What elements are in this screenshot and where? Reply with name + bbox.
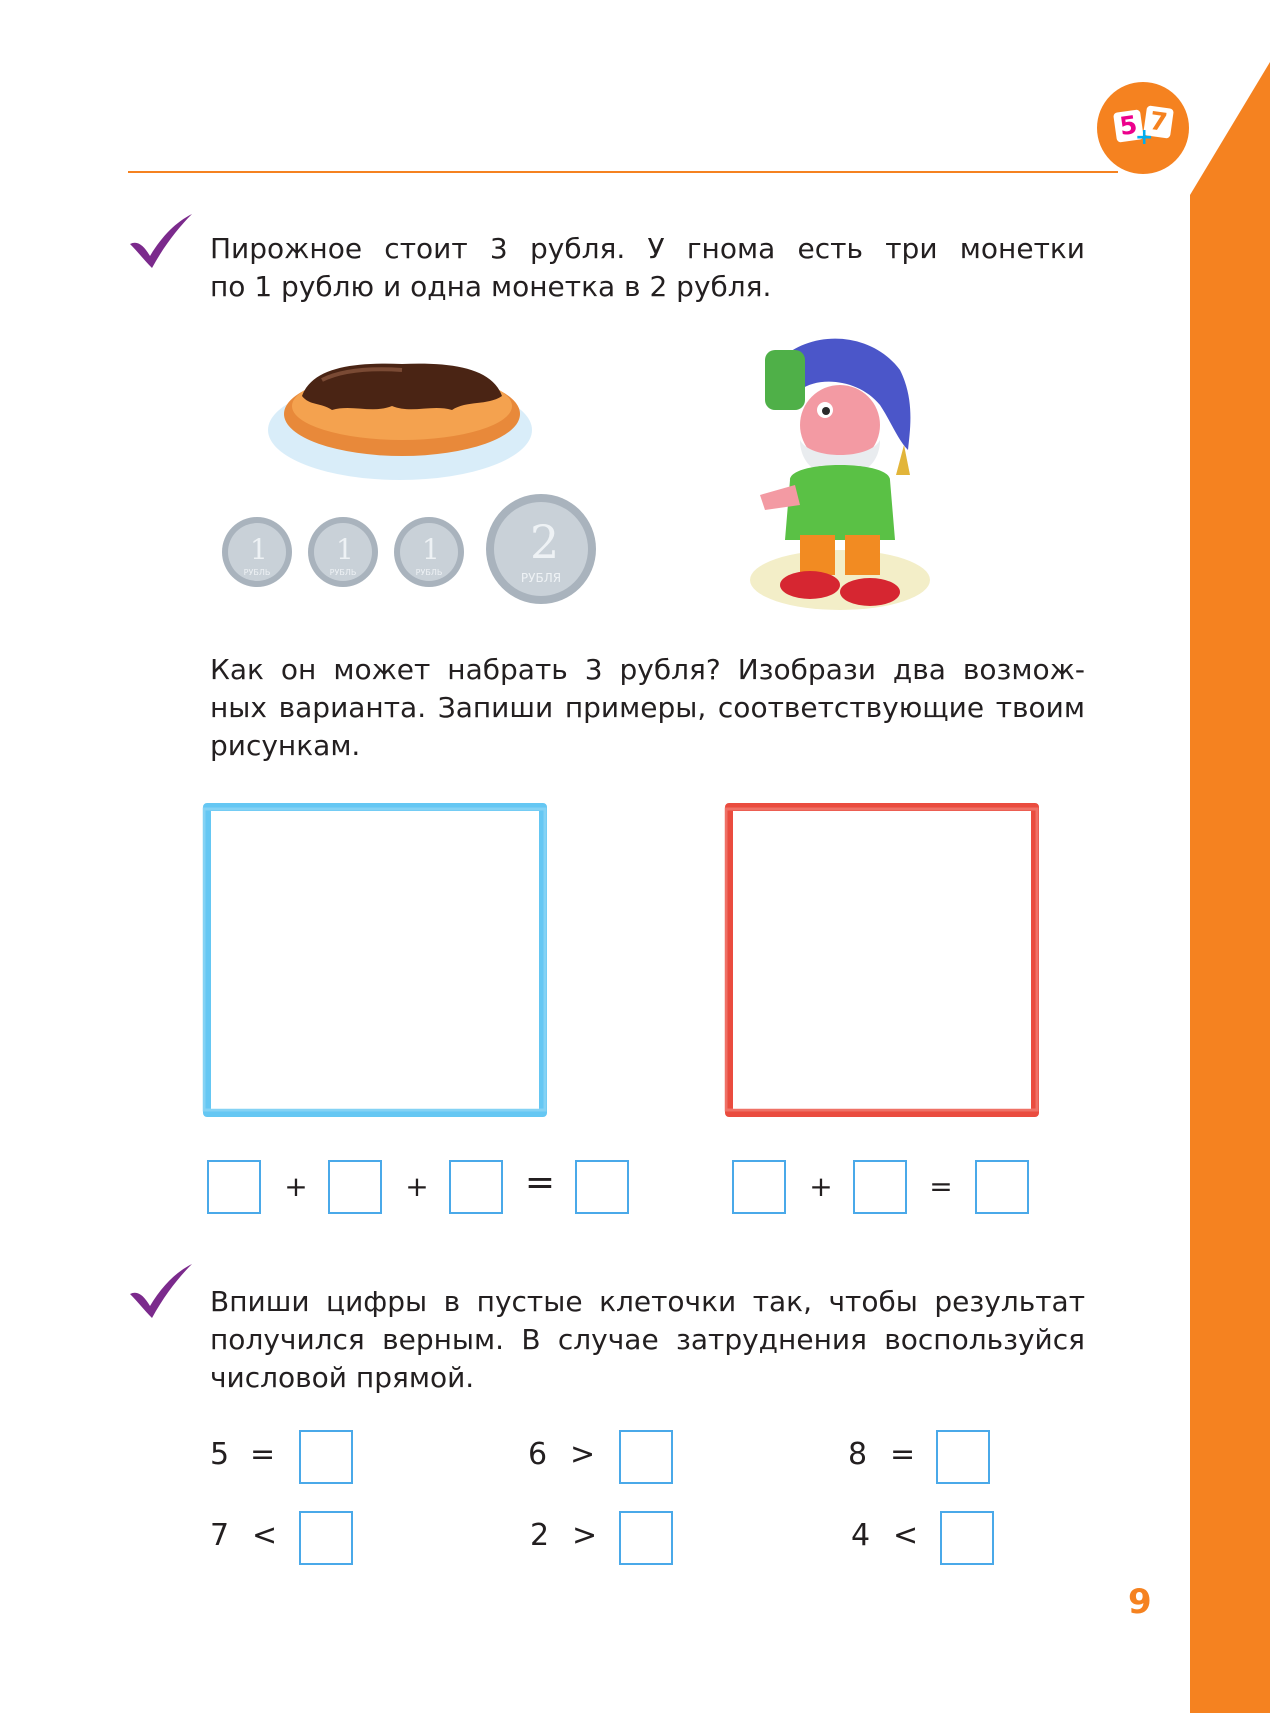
answer-box[interactable] [936, 1430, 990, 1484]
coin-label: РУБЛЯ [520, 571, 562, 585]
comparison-sign: > [572, 1518, 598, 1553]
purple-checkmark-icon [126, 210, 196, 272]
answer-box[interactable] [575, 1160, 629, 1214]
plus-sign: + [284, 1170, 308, 1203]
task1-question-line-3: рисункам. [210, 729, 361, 762]
comparison-sign: = [890, 1437, 916, 1472]
comparison-number: 8 [848, 1437, 868, 1472]
comparison-number: 6 [528, 1437, 548, 1472]
coin-label: РУБЛЬ [415, 568, 443, 577]
coin-value: 1 [422, 533, 440, 566]
coin-2-rubles-icon [484, 492, 599, 607]
plus-sign: + [809, 1170, 833, 1203]
answer-box[interactable] [299, 1430, 353, 1484]
task1-question [210, 651, 1085, 765]
coin-1-ruble-icon [220, 515, 295, 590]
task1-intro-line-1: Пирожное стоит 3 рубля. У гнома есть три монетки [210, 232, 1085, 265]
answer-box[interactable] [619, 1511, 673, 1565]
task1-question-line-1: Как он может набрать 3 рубля? Изобрази два возмож- [210, 653, 1085, 686]
answer-box[interactable] [853, 1160, 907, 1214]
header-rule [128, 171, 1118, 173]
comparison-sign: = [250, 1437, 276, 1472]
math-badge [1097, 82, 1189, 174]
task1-intro [210, 230, 1085, 306]
equals-sign: = [929, 1170, 953, 1203]
equals-sign: = [524, 1162, 556, 1203]
coin-value: 1 [336, 533, 354, 566]
task2-instructions [210, 1283, 1085, 1397]
comparison-number: 5 [210, 1437, 230, 1472]
badge-left-card: 5 [1113, 109, 1144, 142]
blue-drawing-frame[interactable] [195, 795, 555, 1125]
coin-value: 1 [250, 533, 268, 566]
gnome-illustration [740, 330, 950, 620]
comparison-number: 7 [210, 1518, 230, 1553]
answer-box[interactable] [619, 1430, 673, 1484]
comparison-sign: < [252, 1518, 278, 1553]
plus-sign: + [405, 1170, 429, 1203]
cake-illustration [262, 340, 537, 490]
comparison-sign: > [570, 1437, 596, 1472]
answer-box[interactable] [449, 1160, 503, 1214]
task2-line-1: Впиши цифры в пустые клеточки так, чтобы результат [210, 1285, 1085, 1318]
task1-question-line-2: ных варианта. Запиши примеры, соответствующие твоим [210, 691, 1085, 724]
red-drawing-frame[interactable] [717, 795, 1047, 1125]
answer-box[interactable] [940, 1511, 994, 1565]
comparison-number: 4 [851, 1518, 871, 1553]
badge-right-card: 7 [1143, 105, 1174, 138]
comparison-number: 2 [530, 1518, 550, 1553]
task2-line-2: получился верным. В случае затруднения воспользуйся [210, 1323, 1085, 1356]
answer-box[interactable] [732, 1160, 786, 1214]
task2-line-3: числовой прямой. [210, 1361, 475, 1394]
answer-box[interactable] [299, 1511, 353, 1565]
coin-label: РУБЛЬ [243, 568, 271, 577]
task1-intro-line-2: по 1 рублю и одна монетка в 2 рубля. [210, 270, 772, 303]
page-number: 9 [1128, 1582, 1152, 1622]
coin-value: 2 [530, 515, 560, 569]
coin-label: РУБЛЬ [329, 568, 357, 577]
coin-1-ruble-icon [392, 515, 467, 590]
coin-1-ruble-icon [306, 515, 381, 590]
purple-checkmark-icon [126, 1260, 196, 1322]
answer-box[interactable] [328, 1160, 382, 1214]
answer-box[interactable] [207, 1160, 261, 1214]
answer-box[interactable] [975, 1160, 1029, 1214]
badge-plus: + [1135, 125, 1154, 150]
comparison-sign: < [893, 1518, 919, 1553]
